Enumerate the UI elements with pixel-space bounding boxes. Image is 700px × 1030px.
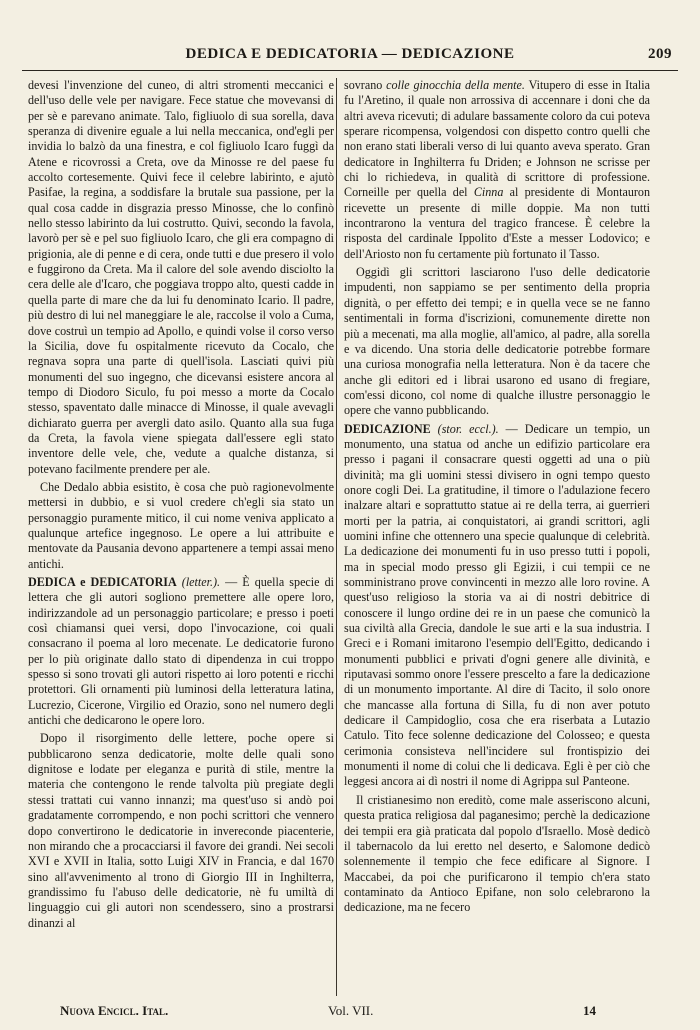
paragraph: Il cristianesimo non ereditò, come male asseriscono alcuni, questa pratica religiosa dal paganesimo; perchè la dedicazione dei tempii era già praticata dal popolo d'Israello. Mosè dedicò il tabernacolo da lui eretto nel deserto, e Salomone dedicò solennemente il tempio che fece edificare al Signore. I Maccabei, da poi che purificarono il tempio ch'era stato contaminato da Antioco Epifane, non solo celebrarono la dedicazione, ma ne fecero: [344, 792, 650, 915]
entry-text: — Dedicare un tempio, un monumento, una statua od anche un edifizio particolare era presso i pagani il consacrare questi oggetti ad una o più divinità; ma gli uomini stessi divisero in ogni tempo questo onore cogli Dei. La gratitudine, il timore o l'adulazione fecero inalzare altari e soprattutto statue ai re della terra, ai guerrieri morti per la patria, ai conquistatori, ai grandi scrittori, agli uomini infine che ottennero una specie qualunque di celebrità. La dedicazione dei monumenti fu in uso presso tutti i popoli, ma in special modo presso gli Egizii, i cui tempii ce ne somministrano prove convincenti in mezzo alle loro rovine. A quest'uso religioso la storia va ai di nostri debitrice di conoscere il lungo ordine dei re in un paese che comunicò la sua civiltà alla Grecia, dandole le sue arti e la sua industria. I Greci e i Romani imitarono l'esempio dell'Egitto, dedicando i monumenti pubblici e privati d'ogni genere alle divinità, e riputavasi sommo onore l'essere prescelto a fare la dedicazione di un monumento importante. Al dire di Tacito, il solo onore che mancasse alla fortuna di Silla, fu di non aver potuto dedicare il Campidoglio, cosa che era riserbata a Lutazio Catulo. Tito fece solenne dedicazione del Colosseo; e questa cerimonia consisteva nell'incidere sul frontispizio dei monumenti il nome di colui che li dedicava. Egli è per ciò che leggesi ancora ai dì nostri il nome di Agrippa sul Panteone.: [344, 421, 651, 789]
entry-dedicazione: [344, 422, 650, 790]
left-column: [28, 78, 334, 934]
paragraph: Che Dedalo abbia esistito, è cosa che può ragionevolmente mettersi in dubbio, e si vuol credere ch'egli sia stato un personaggio puramente mitico, il cui nome veniva applicato a qualunque artefice ingegnoso. Le opere a lui attribuite e mentovate da Pausania devono appartenere a tempi assai meno antichi.: [28, 479, 334, 571]
entry-category: (letter.).: [181, 575, 221, 589]
page-footer: [28, 1003, 672, 1021]
italic-phrase: colle ginocchia della mente.: [386, 78, 525, 92]
page-number: 209: [648, 46, 672, 62]
paragraph: Oggidì gli scrittori lasciarono l'uso delle dedicatorie impudenti, non sappiamo se per sentimento della propria dignità, o per effetto dei tempi; e in quella vece se ne fanno sentimentali in forma d'iscrizioni, comunemente dirette non più a mecenati, ma alla moglie, all'amico, al padre, alla sorella e va dicendo. Una storia delle dedicatorie potrebbe formare una curiosa monografia nella letteratura. Non è da tacere che anche gli editori ed i librai usarono ed usano di fregiare, com'essi dicono, col nome di qualche illustre personaggio le opere che vanno pubblicando.: [344, 265, 650, 418]
volume-label: Vol. VII.: [328, 1003, 374, 1018]
running-header: [22, 44, 678, 71]
entry-dedica: [28, 575, 334, 728]
column-divider: [336, 78, 337, 996]
text-run: Vitupero di esse in Italia fu l'Aretino, il quale non arrossiva di accennare i doni che da altri aveva ricevuti; di adulare bassamente coloro da cui poteva sperare ricompensa, volgendosi con dispetto contro quelli che non erano stati liberali verso di lui quanto aveva sperato. Gran dedicatore in Inghilterra fu Driden; e Johnson ne scrisse per chi lo richiedeva, in qualità di scrittore di professione. Corneille per quella del: [344, 78, 651, 200]
header-title: DEDICA E DEDICATORIA — DEDICAZIONE: [185, 46, 515, 62]
right-column: [344, 78, 650, 919]
entry-headword: DEDICA e DEDICATORIA: [28, 575, 177, 589]
paragraph: Dopo il risorgimento delle lettere, poche opere si pubblicarono senza dedicatorie, molte delle quali sono dignitose e lodate per eleganza e purità di stile, mentre la materia che contengono le rende talvolta più pregiate degli stessi trattati cui vanno innanzi; ma quest'uso si andò poi gradatamente corrompendo, e non pochi scrittori che vennero dopo convertirono le dedicatorie in invereconde piacenterie, non mirando che a procacciarsi il favore dei grandi. Nei secoli XVI e XVII in Italia, sotto Luigi XIV in Francia, e dal 1670 sino all'avvenimento al trono di Giorgio III in Inghilterra, grandissimo fu l'abuso delle dedicatorie, nè fu umiltà di linguaggio cui gli autori non scendessero, sino a prostrarsi dinanzi al: [28, 731, 334, 930]
publication-name: Nuova Encicl. Ital.: [60, 1003, 169, 1018]
signature-number: 14: [583, 1003, 596, 1018]
entry-category: (stor. eccl.).: [437, 421, 499, 436]
entry-text: — È quella specie di lettera che gli autori sogliono premettere alle opere loro, indirizzandole ad un personaggio particolare; e presso i poeti così chiamansi quei versi, dopo l'invocazione, coi quali consacrano il poema al loro mecenate. Le dedicatorie furono per lo più originate dallo stato di dipendenza in cui troppo spesso si sono trovati gli autori rispetto ai loro potenti e ricchi protettori. Gli ornamenti più luminosi della letteratura latina, Lucrezio, Cicerone, Virgilio ed Orazio, sono nel numero degli antichi che dedicarono le opere loro.: [28, 575, 334, 728]
entry-headword: DEDICAZIONE: [344, 421, 431, 436]
text-run: sovrano: [344, 78, 387, 92]
text-run: al presidente di Montauron ricevette un presente di mille doppie. Ma non tutti incontrarono la ventura del tragico francese. È celebre la risposta del cardinale Ippolito d'Este a messer Lodovico; e dell'Ariosto non fu certamente più fortunato il Tasso.: [344, 185, 650, 261]
paragraph: devesi l'invenzione del cuneo, di altri stromenti meccanici e dell'uso delle vele per navigare. Fece statue che movevansi di per sè e parevano animate. Talo, figliuolo di sua sorella, dava speranza di divenire eguale a lui nella meccanica, ond'egli per invidia lo balzò da una finestra, e col figliuolo Icaro fuggì da Atene e ricovrossi a Creta, ove da Minosse re del paese fu accolto cortesemente. Quivi fece il celebre labirinto, e ajutò Pasifae, la regina, a soddisfare la brutale sua passione, per la qual cosa cadde in disgrazia presso Minosse, che lo confinò nello stesso labirinto da lui costrutto. Quivi, secondo la favola, lavorò per sè e pel suo figliuolo Icaro, che gli era compagno di prigionia, ale di penne e di cera, onde tutti e due presero il volo e fuggirono da Creta. Ma il calore del sole avendo disciolto la cera delle ale d'Icaro, che poggiava troppo alto, questi cadde in quella parte di mare che da lui fu denominato Icario. Il padre, più destro di lui nel maneggiare le ale, raccolse il volo a Cuma, dove costruì un tempio ad Apollo, e quindi volse il corso verso la Sicilia, dove fu ospitalmente ricevuto da Cocalo, che regnava sopra una parte di quell'isola. Lasciati quivi più monumenti del suo ingegno, che dicevansi esistere ancora al tempo di Diodoro Siculo, fu poi messo a morte da Cocalo stesso, spaventato dalle minacce di Minosse, il quale avevagli dichiarato guerra per avergli dato asilo. Quanto alla sua fuga da Creta, la favola viene spiegata dall'essere egli stato inventore delle vele, che, vedute a qualche distanza, si potevano facilmente prendere per ale.: [28, 78, 334, 476]
paragraph: [344, 78, 650, 262]
italic-title: Cinna: [473, 185, 504, 200]
